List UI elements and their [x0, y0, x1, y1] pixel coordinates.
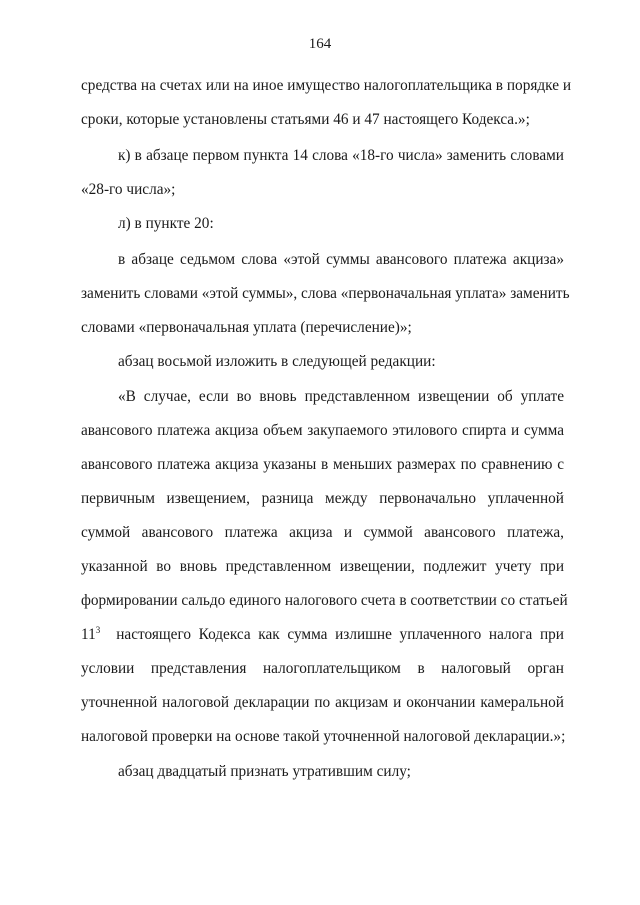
text-line: заменить словами «этой суммы», слова «первоначальная уплата» заменить — [81, 285, 570, 302]
text-line-article-reference — [81, 625, 564, 645]
text-line: авансового платежа акциза указаны в меньших размерах по сравнению с — [81, 456, 564, 473]
text-line: средства на счетах или на иное имущество налогоплательщика в порядке и — [81, 77, 572, 94]
text-line: л) в пункте 20: — [118, 215, 214, 232]
text-line: абзац двадцатый признать утратившим силу; — [118, 763, 411, 780]
text-line: к) в абзаце первом пункта 14 слова «18-го числа» заменить словами — [118, 147, 564, 164]
article-number: $11^3$ — [81, 625, 101, 643]
text-line: указанной во вновь представленном извещении, подлежит учету при — [81, 558, 564, 575]
article-superscript: 3 — [95, 625, 101, 635]
text-line: «28-го числа»; — [81, 181, 176, 198]
text-line: словами «первоначальная уплата (перечисление)»; — [81, 319, 412, 336]
text-line: авансового платежа акциза объем закупаемого этилового спирта и сумма — [81, 422, 564, 439]
text-line: в абзаце седьмом слова «этой суммы авансового платежа акциза» — [118, 251, 564, 268]
text-line: уточненной налоговой декларации по акцизам и окончании камеральной — [81, 694, 564, 711]
text-line: сроки, которые установлены статьями 46 и 47 настоящего Кодекса.»; — [81, 111, 530, 128]
text-line: суммой авансового платежа акциза и суммой авансового платежа, — [81, 524, 564, 541]
text-line: условии представления налогоплательщиком в налоговый орган — [81, 660, 564, 677]
text-line: абзац восьмой изложить в следующей редакции: — [118, 353, 436, 370]
text-line-rest: настоящего Кодекса как сумма излишне уплаченного налога при — [116, 626, 564, 643]
text-line: первичным извещением, разница между первоначально уплаченной — [81, 490, 564, 507]
text-line: налоговой проверки на основе такой уточненной налоговой декларации.»; — [81, 728, 566, 745]
text-line: «В случае, если во вновь представленном извещении об уплате — [118, 388, 564, 405]
page-number: 164 — [308, 36, 332, 52]
text-line: формировании сальдо единого налогового счета в соответствии со статьей — [81, 592, 568, 609]
